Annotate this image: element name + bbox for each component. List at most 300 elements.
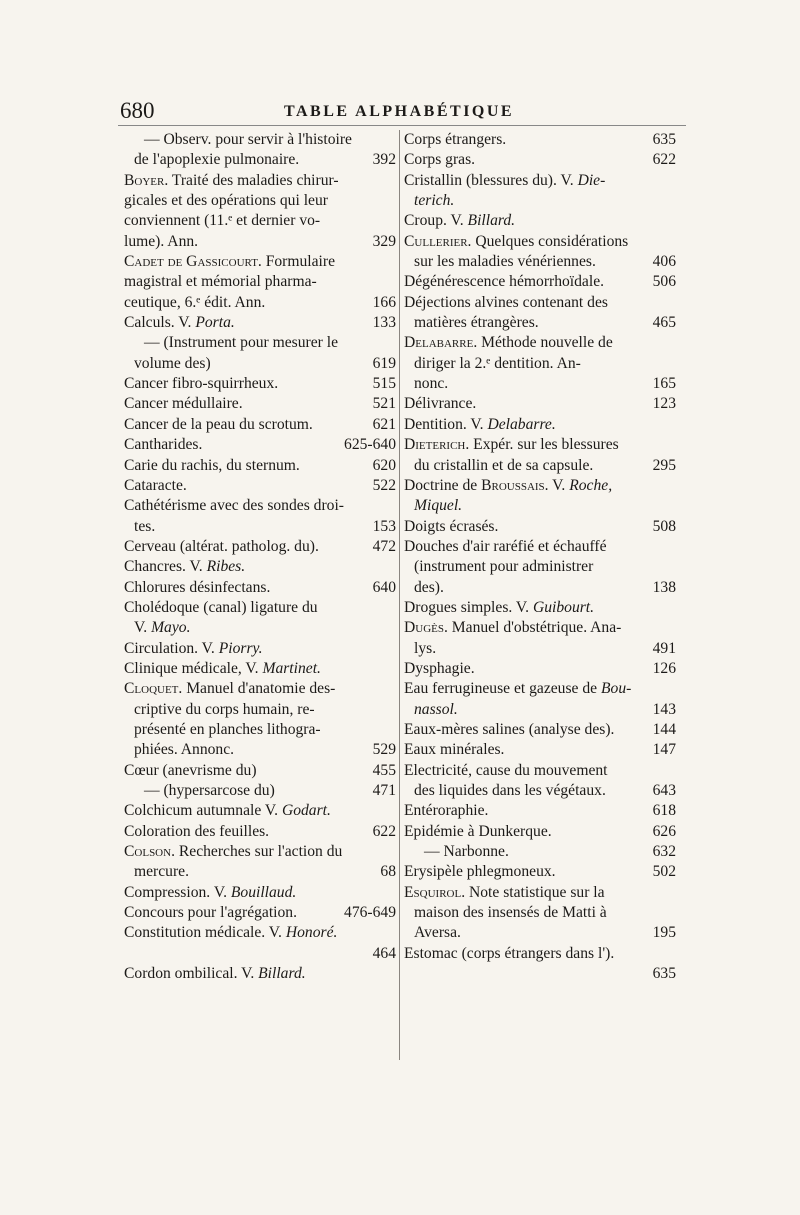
entry-text <box>414 497 462 514</box>
page-reference: 622 <box>372 822 396 840</box>
page-reference: 621 <box>372 415 396 433</box>
entry-text <box>404 150 475 170</box>
author-name: Cadet de Gassicourt. <box>124 253 262 271</box>
entry-label: maison des insensés de Matti à <box>414 904 607 922</box>
entry-label: Cancer fibro-squirrheux. <box>124 375 279 393</box>
entry-label: Déjections alvines contenant des <box>404 293 608 311</box>
index-entry <box>124 618 396 638</box>
entry-label: matières étrangères. <box>414 314 539 332</box>
entry-text <box>404 822 552 842</box>
entry-label: Drogues simples. V. <box>404 598 533 616</box>
entry-label: Cataracte. <box>124 476 187 494</box>
page-reference: 126 <box>652 659 676 677</box>
index-entry <box>404 537 676 557</box>
author-name: Broussais. <box>481 476 549 494</box>
index-entry <box>404 252 676 272</box>
cross-reference: Miquel. <box>414 497 463 515</box>
index-entry <box>124 883 396 903</box>
cross-reference: Delabarre. <box>487 415 556 433</box>
entry-label: Cancer médullaire. <box>124 395 243 413</box>
entry-text <box>414 192 454 209</box>
index-entry <box>124 496 396 516</box>
page-reference: 508 <box>652 517 676 535</box>
index-entry <box>404 700 676 720</box>
entry-text <box>134 701 315 718</box>
entry-label: Eaux minérales. <box>404 741 505 759</box>
index-entry <box>404 598 676 618</box>
entry-text <box>414 781 606 801</box>
index-entry <box>124 740 396 760</box>
cross-reference: Bouillaud. <box>230 883 297 901</box>
entry-text <box>124 599 318 616</box>
index-entry <box>404 374 676 394</box>
entry-text <box>124 374 278 394</box>
page-reference: 471 <box>372 782 396 799</box>
page-reference: 635 <box>652 965 676 983</box>
cross-reference: Ribes. <box>206 558 246 576</box>
page-reference: 626 <box>652 822 676 840</box>
entry-label: Doctrine de <box>404 476 482 494</box>
index-entry <box>404 679 676 699</box>
page-reference: 295 <box>652 456 676 474</box>
entry-label: lume). Ann. <box>124 232 199 250</box>
entry-text <box>124 253 335 270</box>
author-name: Dugès. <box>404 619 448 637</box>
entry-text <box>414 578 444 598</box>
page-reference: 133 <box>372 314 396 332</box>
index-entry <box>404 903 676 923</box>
entry-text <box>404 130 506 150</box>
author-name: Cloquet. <box>124 680 183 698</box>
index-entry <box>124 923 396 943</box>
entry-text <box>414 355 581 372</box>
index-entry <box>124 659 396 679</box>
entry-text <box>404 801 488 821</box>
cross-reference: Godart. <box>281 802 331 820</box>
index-entry <box>124 761 396 781</box>
entry-label: Formulaire <box>261 253 335 271</box>
page-reference: 138 <box>652 578 676 596</box>
index-entry <box>124 171 396 191</box>
entry-text <box>414 374 448 394</box>
page-reference: 619 <box>372 354 396 372</box>
entry-text <box>134 517 155 537</box>
index-entry <box>404 517 676 537</box>
entry-text <box>414 456 593 476</box>
entry-text <box>124 578 270 598</box>
entry-label: nonc. <box>414 375 449 393</box>
cross-reference: Mayo. <box>151 619 191 637</box>
entry-text <box>124 456 300 476</box>
index-entry <box>404 964 676 984</box>
header-rule <box>118 125 686 126</box>
entry-text <box>404 538 607 555</box>
entry-label: tes. <box>134 517 156 535</box>
index-entry <box>124 862 396 882</box>
index-entry <box>124 150 396 170</box>
index-entry <box>124 720 396 740</box>
entry-text <box>144 334 338 351</box>
index-entry <box>404 191 676 211</box>
entry-text <box>404 416 556 433</box>
index-entry <box>404 557 676 577</box>
cross-reference: Guibourt. <box>532 598 595 616</box>
entry-label: Manuel d'anatomie des- <box>182 680 336 698</box>
index-entry <box>124 598 396 618</box>
index-entry <box>404 822 676 842</box>
page-reference: 529 <box>372 741 396 759</box>
entry-text <box>404 720 614 740</box>
entry-label: Délivrance. <box>404 395 477 413</box>
entry-label: (instrument pour administrer <box>414 558 594 576</box>
index-entry <box>404 435 676 455</box>
index-entry <box>404 171 676 191</box>
entry-text <box>134 354 211 374</box>
entry-label: Entéroraphie. <box>404 802 489 820</box>
entry-label: du cristallin et de sa capsule. <box>414 456 594 474</box>
page-reference: 476-649 <box>344 904 396 922</box>
entry-text <box>124 212 320 229</box>
entry-text <box>124 394 243 414</box>
author-name: Cullerier. <box>404 232 472 250</box>
entry-text <box>404 659 475 679</box>
index-entry <box>404 476 676 496</box>
page-reference: 464 <box>372 944 396 962</box>
page-reference: 502 <box>652 863 676 881</box>
left-column <box>124 130 396 984</box>
entry-label: Compression. V. <box>124 883 231 901</box>
entry-text <box>404 599 594 616</box>
index-entry <box>124 903 396 923</box>
entry-text <box>124 435 202 455</box>
entry-label: des). <box>414 578 444 596</box>
index-entry <box>124 415 396 435</box>
cross-reference: Honoré. <box>285 924 338 942</box>
index-entry <box>124 211 396 231</box>
entry-label: Erysipèle phlegmoneux. <box>404 863 556 881</box>
cross-reference: Bou- <box>601 680 632 698</box>
page-reference: 640 <box>372 578 396 596</box>
page-reference: 472 <box>372 537 396 555</box>
entry-label: Constitution médicale. V. <box>124 924 286 942</box>
entry-label: ceutique, 6.ᵉ édit. Ann. <box>124 293 266 311</box>
index-entry <box>124 354 396 374</box>
entry-text <box>124 172 339 189</box>
page-reference: 625-640 <box>344 436 396 454</box>
entry-text <box>124 497 344 514</box>
index-entry <box>404 130 676 150</box>
index-entry <box>124 700 396 720</box>
entry-label: Méthode nouvelle de <box>477 334 613 352</box>
page-reference: 618 <box>652 802 676 820</box>
entry-text <box>124 965 306 982</box>
entry-text <box>124 558 245 575</box>
entry-label: lys. <box>414 639 437 657</box>
index-entry <box>404 659 676 679</box>
entry-text <box>404 680 631 697</box>
entry-text <box>404 862 556 882</box>
page-reference: 68 <box>380 863 396 881</box>
entry-text <box>124 924 337 941</box>
entry-label: de l'apoplexie pulmonaire. <box>134 151 300 169</box>
page-number: 680 <box>120 98 155 123</box>
index-entry <box>404 333 676 353</box>
cross-reference: Roche, <box>569 476 613 494</box>
entry-text <box>414 558 593 575</box>
entry-text <box>124 192 328 209</box>
index-entry <box>124 842 396 862</box>
entry-label: Corps gras. <box>404 151 476 169</box>
entry-label: Cœur (anevrisme du) <box>124 761 257 779</box>
entry-label: Croup. V. <box>404 212 468 230</box>
entry-label: diriger la 2.ᵉ dentition. An- <box>414 354 581 372</box>
entry-label: Recherches sur l'action du <box>174 843 343 861</box>
page-reference: 392 <box>372 151 396 169</box>
index-entry <box>404 761 676 781</box>
index-entry <box>124 578 396 598</box>
entry-text <box>124 476 187 496</box>
entry-text <box>134 150 299 170</box>
entry-label: Doigts écrasés. <box>404 517 499 535</box>
page-reference: 522 <box>372 476 396 494</box>
index-entry <box>124 191 396 211</box>
index-entry <box>404 801 676 821</box>
entry-label: V. <box>548 476 570 494</box>
entry-text <box>144 131 352 148</box>
cross-reference: nassol. <box>414 700 458 718</box>
index-entry <box>404 923 676 943</box>
index-entry <box>124 252 396 272</box>
entry-label: — Narbonne. <box>424 843 509 861</box>
running-title: TABLE ALPHABÉTIQUE <box>284 103 515 120</box>
page-reference: 521 <box>372 395 396 413</box>
index-entry <box>404 842 676 862</box>
page-reference: 491 <box>652 639 676 657</box>
index-entry <box>404 313 676 333</box>
entry-label: — Observ. pour servir à l'histoire <box>144 131 352 148</box>
entry-label: Dentition. V. <box>404 415 488 433</box>
page-reference: 406 <box>652 253 676 271</box>
index-entry <box>124 944 396 964</box>
entry-label: présenté en planches lithogra- <box>134 720 321 738</box>
entry-text <box>414 904 607 921</box>
entry-label: Chlorures désinfectans. <box>124 578 271 596</box>
entry-label: Coloration des feuilles. <box>124 822 270 840</box>
entry-label: Carie du rachis, du sternum. <box>124 456 300 474</box>
entry-label: Corps étrangers. <box>404 131 507 148</box>
entry-text <box>144 781 275 801</box>
index-entry <box>124 801 396 821</box>
entry-text <box>404 619 621 636</box>
page-reference: 632 <box>652 843 676 861</box>
entry-text <box>404 172 605 189</box>
entry-label: Douches d'air raréfié et échauffé <box>404 537 607 555</box>
index-entry <box>124 456 396 476</box>
entry-label: Quelques considérations <box>471 232 629 250</box>
entry-label: conviennent (11.ᵉ et dernier vo- <box>124 212 321 230</box>
entry-text <box>134 619 190 636</box>
index-entry <box>124 333 396 353</box>
index-entry <box>404 415 676 435</box>
cross-reference: Billard. <box>467 212 516 230</box>
page-reference: 144 <box>652 720 676 738</box>
entry-text <box>124 273 317 290</box>
entry-text <box>134 740 234 760</box>
entry-label: des liquides dans les végétaux. <box>414 782 606 799</box>
entry-text <box>414 252 596 272</box>
entry-text <box>124 232 198 252</box>
index-entry <box>404 862 676 882</box>
page-reference: 165 <box>652 375 676 393</box>
index-entry <box>124 374 396 394</box>
entry-text <box>124 415 313 435</box>
entry-label: — (Instrument pour mesurer le <box>144 334 339 352</box>
entry-text <box>124 537 319 557</box>
entry-label: phiées. Annonc. <box>134 741 235 759</box>
entry-text <box>414 700 458 720</box>
entry-text <box>124 802 331 819</box>
index-entry <box>124 822 396 842</box>
index-entry <box>404 456 676 476</box>
page-reference: 622 <box>652 151 676 169</box>
entry-text <box>404 233 628 250</box>
index-entry <box>404 354 676 374</box>
page-reference: 620 <box>372 456 396 474</box>
page-reference: 635 <box>652 131 676 148</box>
entry-text <box>404 294 608 311</box>
index-entry <box>124 130 396 150</box>
entry-text <box>404 517 498 537</box>
index-entry <box>124 557 396 577</box>
entry-label: criptive du corps humain, re- <box>134 700 315 718</box>
right-column <box>404 130 676 984</box>
entry-label: Chancres. V. <box>124 558 207 576</box>
entry-text <box>404 944 614 964</box>
index-entry <box>404 272 676 292</box>
index-entry <box>404 293 676 313</box>
entry-text <box>124 293 265 313</box>
cross-reference: Die- <box>577 171 606 189</box>
index-entry <box>404 618 676 638</box>
page-reference: 515 <box>372 375 396 393</box>
entry-label: gicales et des opérations qui leur <box>124 192 328 210</box>
entry-label: Note statistique sur la <box>465 883 605 901</box>
entry-label: Estomac (corps étrangers dans l'). <box>404 944 615 962</box>
index-entry <box>124 964 396 984</box>
entry-label: magistral et mémorial pharma- <box>124 273 317 291</box>
entry-label: Cerveau (altérat. patholog. du). <box>124 537 319 555</box>
entry-label: volume des) <box>134 354 211 372</box>
entry-label: Colchicum autumnale V. <box>124 802 282 820</box>
index-entry <box>404 944 676 964</box>
page-reference: 147 <box>652 741 676 759</box>
entry-text <box>424 842 509 862</box>
entry-text <box>124 843 342 860</box>
entry-label: Dégénérescence hémorrhoïdale. <box>404 273 605 291</box>
index-entry <box>404 496 676 516</box>
entry-text <box>134 862 189 882</box>
index-entry <box>124 537 396 557</box>
entry-label: Circulation. V. <box>124 639 219 657</box>
index-entry <box>404 781 676 801</box>
index-entry <box>404 883 676 903</box>
entry-label: Concours pour l'agrégation. <box>124 904 298 922</box>
entry-text <box>124 680 335 697</box>
entry-text <box>404 334 613 351</box>
cross-reference: Piorry. <box>218 639 263 657</box>
page-reference: 329 <box>372 232 396 250</box>
page-reference: 123 <box>652 395 676 413</box>
entry-text <box>404 272 604 292</box>
entry-label: Aversa. <box>414 924 461 942</box>
entry-label: Eaux-mères salines (analyse des). <box>404 720 615 738</box>
entry-label: — (hypersarcose du) <box>144 782 275 799</box>
index-entry <box>124 394 396 414</box>
page-reference: 643 <box>652 782 676 799</box>
entry-label: Calculs. V. <box>124 314 196 332</box>
author-name: Dieterich. <box>404 436 470 454</box>
index-entry <box>404 232 676 252</box>
index-entry <box>124 272 396 292</box>
entry-text <box>404 762 608 779</box>
entry-text <box>414 313 539 333</box>
entry-label: Expér. sur les blessures <box>469 436 619 454</box>
author-name: Delabarre. <box>404 334 478 352</box>
index-entry <box>124 639 396 659</box>
entry-label: Cantharides. <box>124 436 203 454</box>
entry-text <box>414 639 436 659</box>
entry-label: Cristallin (blessures du). V. <box>404 171 578 189</box>
page-reference: 465 <box>652 314 676 332</box>
entry-text <box>124 660 321 677</box>
entry-label: Dysphagie. <box>404 659 475 677</box>
entry-text <box>404 394 476 414</box>
entry-label: Traité des maladies chirur- <box>168 171 339 189</box>
index-entry <box>404 394 676 414</box>
index-entry <box>124 435 396 455</box>
index-entry <box>124 232 396 252</box>
index-entry <box>124 781 396 801</box>
entry-label: Cordon ombilical. V. <box>124 965 259 983</box>
entry-label: Clinique médicale, V. <box>124 659 263 677</box>
entry-text <box>124 903 297 923</box>
page-reference: 166 <box>372 293 396 311</box>
index-entry <box>404 740 676 760</box>
index-entry <box>124 679 396 699</box>
cross-reference: terich. <box>414 192 455 210</box>
cross-reference: Porta. <box>195 314 235 332</box>
entry-text <box>404 212 515 229</box>
page-reference: 143 <box>652 700 676 718</box>
page-reference <box>670 944 676 964</box>
page-reference: 195 <box>652 924 676 942</box>
index-entry <box>404 639 676 659</box>
entry-text <box>124 640 263 657</box>
entry-text <box>404 740 504 760</box>
index-entry <box>124 517 396 537</box>
page-reference: 455 <box>372 761 396 779</box>
author-name: Boyer. <box>124 171 169 189</box>
index-entry <box>124 476 396 496</box>
index-entry <box>124 293 396 313</box>
entry-text <box>414 923 461 943</box>
author-name: Esquirol. <box>404 883 466 901</box>
index-entry <box>404 211 676 231</box>
entry-label: Manuel d'obstétrique. Ana- <box>447 619 622 637</box>
entry-text <box>124 313 235 333</box>
entry-label: Epidémie à Dunkerque. <box>404 822 552 840</box>
entry-text <box>124 761 257 781</box>
